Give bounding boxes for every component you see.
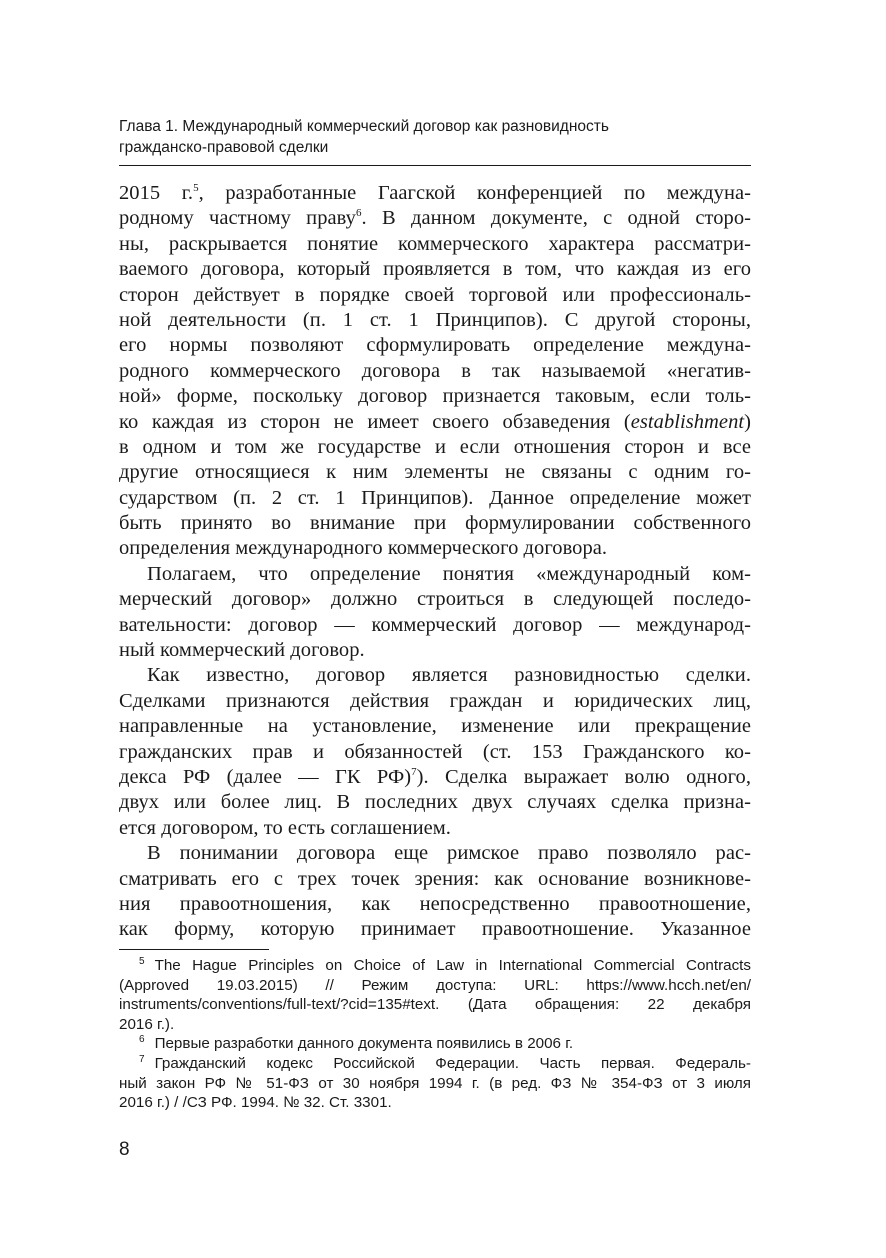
footnote-divider — [119, 949, 269, 950]
running-header-line-2: гражданско-правовой сделки — [119, 139, 329, 156]
text-line: Полагаем, что определение понятия «международный ком- — [147, 562, 751, 585]
text-line: Как известно, договор является разновидностью сделки. — [147, 664, 751, 687]
footnote-ref-5[interactable]: 5 — [193, 182, 199, 195]
footnotes — [119, 956, 751, 1113]
footnote-line: 2016 г.). — [119, 1015, 175, 1033]
text-line: сторон действует в порядке своей торговой или профессиональ- — [119, 283, 751, 306]
footnote-ref-7[interactable]: 7 — [411, 766, 417, 779]
text-line: ваемого договора, который проявляется в том, что каждая из его — [119, 258, 751, 281]
footnote-6: 6 Первые разработки данного документа появились в 2006 г. — [139, 1034, 574, 1053]
page-number: 8 — [119, 1139, 130, 1160]
footnote-5: 5 The Hague Principles on Choice of Law in International Commercial Contracts — [139, 955, 751, 974]
text-line: направленные на установление, изменение или прекращение — [119, 715, 751, 738]
footnote-line: instruments/conventions/full-text/?cid=135#text. (Дата обращения: 22 декабря — [119, 996, 751, 1014]
text-line: ется договором, то есть соглашением. — [119, 816, 451, 839]
footnote-line: 2016 г.) / /СЗ РФ. 1994. № 32. Ст. 3301. — [119, 1094, 392, 1112]
text-line: ный коммерческий договор. — [119, 639, 365, 662]
footnote-7: 7 Гражданский кодекс Российской Федерации. Часть первая. Федераль- — [139, 1053, 751, 1072]
text-line: ния правоотношения, как непосредственно правоотношение, — [119, 892, 751, 915]
header-divider — [119, 165, 751, 166]
text-line: вательности: договор — коммерческий договор — международ- — [119, 613, 751, 636]
text-line: сматривать его с трех точек зрения: как основание возникнове- — [119, 867, 751, 890]
text-line: гражданских прав и обязанностей (ст. 153 Гражданского ко- — [119, 740, 751, 763]
text-line: родного коммерческого договора в так называемой «негатив- — [119, 359, 751, 382]
text-line: как форму, которую принимает правоотношение. Указанное — [119, 918, 751, 941]
text-line: сударством (п. 2 ст. 1 Принципов). Данное определение может — [119, 486, 751, 509]
text-line: 2015 г.$^5$, разработанные Гаагской конференцией по междуна- — [119, 182, 751, 204]
running-header-line-1: Глава 1. Международный коммерческий договор как разновидность — [119, 118, 609, 135]
text-line: ны, раскрывается понятие коммерческого характера рассматри- — [119, 232, 751, 255]
footnote-line: ный закон РФ № 51-ФЗ от 30 ноября 1994 г. (в ред. ФЗ № 354-ФЗ от 3 июля — [119, 1074, 751, 1092]
text-line: ной» форме, поскольку договор признается таковым, если толь- — [119, 385, 751, 408]
text-line: ной деятельности (п. 1 ст. 1 Принципов). С другой стороны, — [119, 308, 751, 331]
main-text — [119, 181, 751, 943]
text-line: его нормы позволяют сформулировать определение междуна- — [119, 334, 751, 357]
text-line: родному частному праву$^6$. В данном документе, с одной сторо- — [119, 207, 751, 230]
text-line: ко каждая из сторон не имеет своего обзаведения (establishment) — [119, 410, 751, 433]
text-line: В понимании договора еще римское право позволяло рас- — [147, 842, 751, 865]
footnote-line: (Approved 19.03.2015) // Режим доступа: URL: https://www.hcch.net/en/ — [119, 976, 751, 994]
text-line: другие относящиеся к ним элементы не связаны с одним го- — [119, 461, 751, 484]
text-line: мерческий договор» должно строиться в следующей последо- — [119, 588, 751, 611]
running-header — [119, 116, 751, 158]
text-line: в одном и том же государстве и если отношения сторон и все — [119, 435, 751, 458]
italic-term: establishment — [630, 410, 745, 433]
footnote-ref-6[interactable]: 6 — [355, 207, 362, 220]
text-line: двух или более лиц. В последних двух случаях сделка призна- — [119, 791, 751, 814]
text-line: быть принято во внимание при формулировании собственного — [119, 512, 751, 535]
text-line: декса РФ (далее — ГК РФ)$^7$). Сделка выражает волю одного, — [119, 765, 752, 788]
text-line: определения международного коммерческого договора. — [119, 537, 608, 560]
text-line: Сделками признаются действия граждан и юридических лиц, — [119, 689, 751, 712]
